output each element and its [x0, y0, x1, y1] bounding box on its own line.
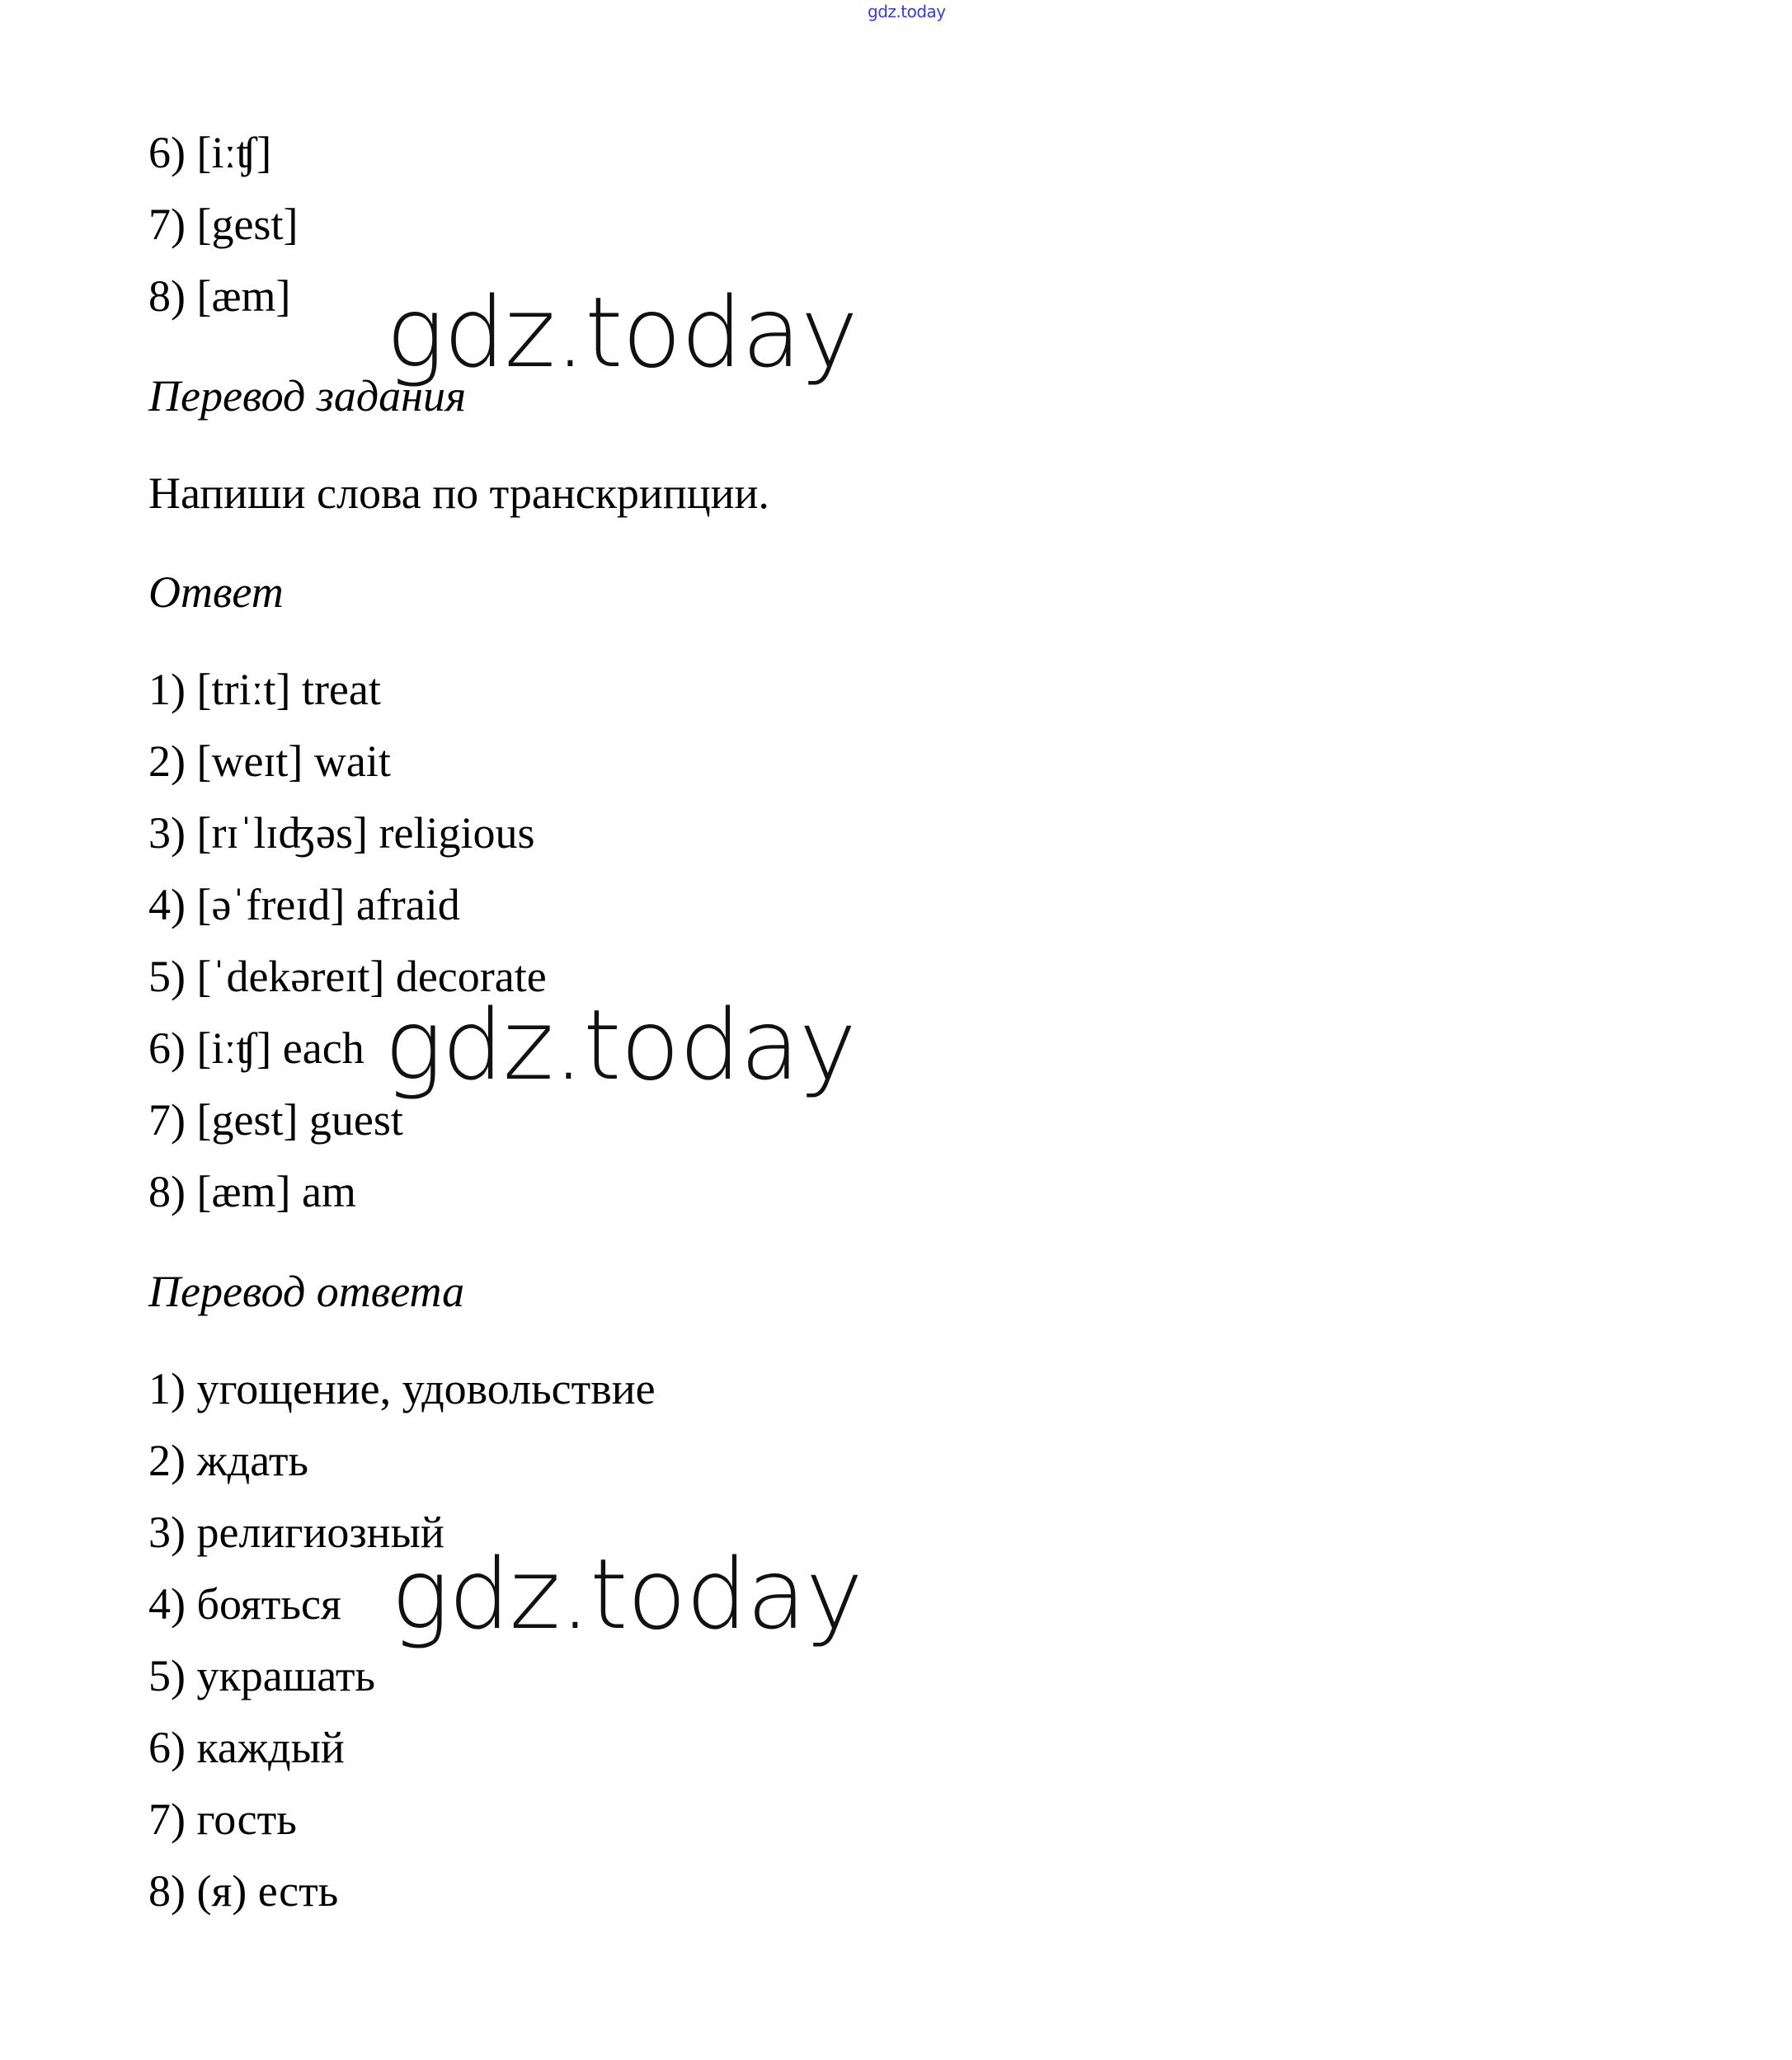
answer-line: 1) [triːt] treat — [148, 665, 381, 714]
answer-translation-line: 7) гость — [148, 1794, 297, 1844]
answer-line: 5) [ˈdekəreɪt] decorate — [148, 952, 547, 1001]
task-translation-text: Напиши слова по транскрипции. — [148, 468, 769, 518]
answer-line: 8) [æm] am — [148, 1167, 356, 1216]
answer-line: 2) [weɪt] wait — [148, 736, 391, 786]
task-line-6: 6) [iːʧ] — [148, 128, 272, 177]
answer-heading: Ответ — [148, 567, 284, 617]
answer-translation-line: 1) угощение, удовольствие — [148, 1364, 656, 1413]
answer-translation-line: 4) бояться — [148, 1579, 341, 1629]
header-watermark: gdz.today — [868, 2, 946, 21]
task-line-8: 8) [æm] — [148, 271, 291, 321]
answer-translation-line: 8) (я) есть — [148, 1866, 339, 1916]
watermark: gdz.today — [384, 988, 856, 1102]
answer-line: 6) [iːʧ] each — [148, 1023, 365, 1073]
answer-translation-heading: Перевод ответа — [148, 1267, 465, 1316]
task-translation-heading: Перевод задания — [148, 371, 467, 421]
answer-translation-line: 5) украшать — [148, 1651, 376, 1700]
answer-line: 4) [əˈfreɪd] afraid — [148, 880, 460, 929]
answer-translation-line: 3) религиозный — [148, 1507, 444, 1557]
task-line-7: 7) [gest] — [148, 200, 299, 249]
answer-line: 3) [rɪˈlɪʤəs] religious — [148, 808, 535, 858]
answer-translation-line: 2) ждать — [148, 1436, 309, 1485]
watermark: gdz.today — [386, 275, 858, 389]
answer-translation-line: 6) каждый — [148, 1723, 345, 1772]
answer-line: 7) [gest] guest — [148, 1095, 403, 1145]
watermark: gdz.today — [391, 1537, 863, 1651]
